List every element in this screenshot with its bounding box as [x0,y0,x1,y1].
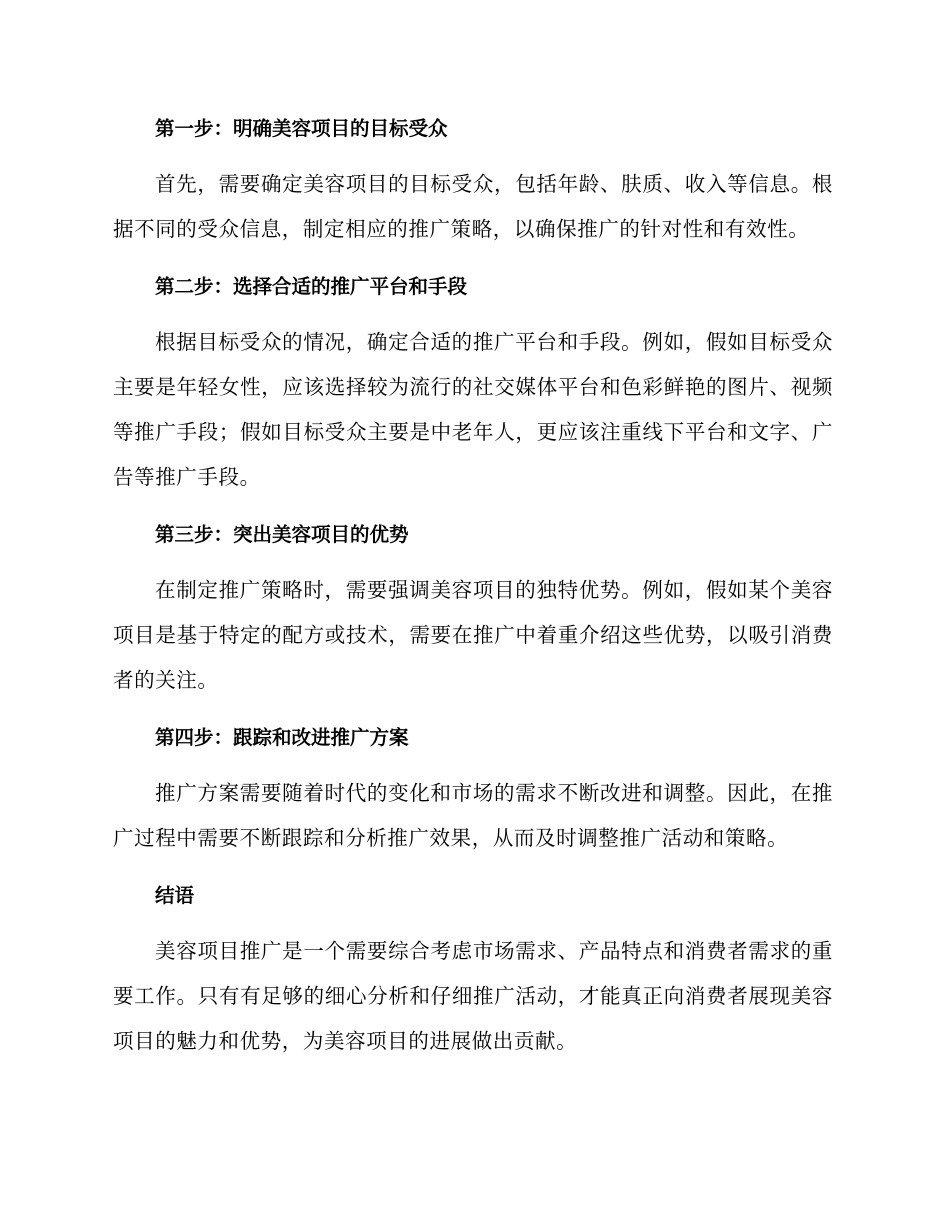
section-paragraph-step-4: 推广方案需要随着时代的变化和市场的需求不断改进和调整。因此，在推广过程中需要不断跟踪和分析推广效果，从而及时调整推广活动和策略。 [113,781,833,850]
section-heading-conclusion: 结语 [155,884,195,907]
document-body [113,106,833,1076]
section-paragraph-step-1: 首先，需要确定美容项目的目标受众，包括年龄、肤质、收入等信息。根据不同的受众信息，制定相应的推广策略，以确保推广的针对性和有效性。 [113,172,833,241]
section-heading-step-4: 第四步：跟踪和改进推广方案 [155,726,409,749]
section-heading-step-2: 第二步：选择合适的推广平台和手段 [155,275,468,298]
section-paragraph-step-3: 在制定推广策略时，需要强调美容项目的独特优势。例如，假如某个美容项目是基于特定的配方或技术，需要在推广中着重介绍这些优势，以吸引消费者的关注。 [113,578,833,692]
section-paragraph-step-2: 根据目标受众的情况，确定合适的推广平台和手段。例如，假如目标受众主要是年轻女性，应该选择较为流行的社交媒体平台和色彩鲜艳的图片、视频等推广手段；假如目标受众主要是中老年人，更应该注重线下平台和文字、广告等推广手段。 [113,330,833,489]
section-heading-step-1: 第一步：明确美容项目的目标受众 [155,117,448,140]
section-paragraph-conclusion: 美容项目推广是一个需要综合考虑市场需求、产品特点和消费者需求的重要工作。只有有足够的细心分析和仔细推广活动，才能真正向消费者展现美容项目的魅力和优势，为美容项目的进展做出贡献。 [113,939,833,1053]
section-heading-step-3: 第三步：突出美容项目的优势 [155,523,409,546]
